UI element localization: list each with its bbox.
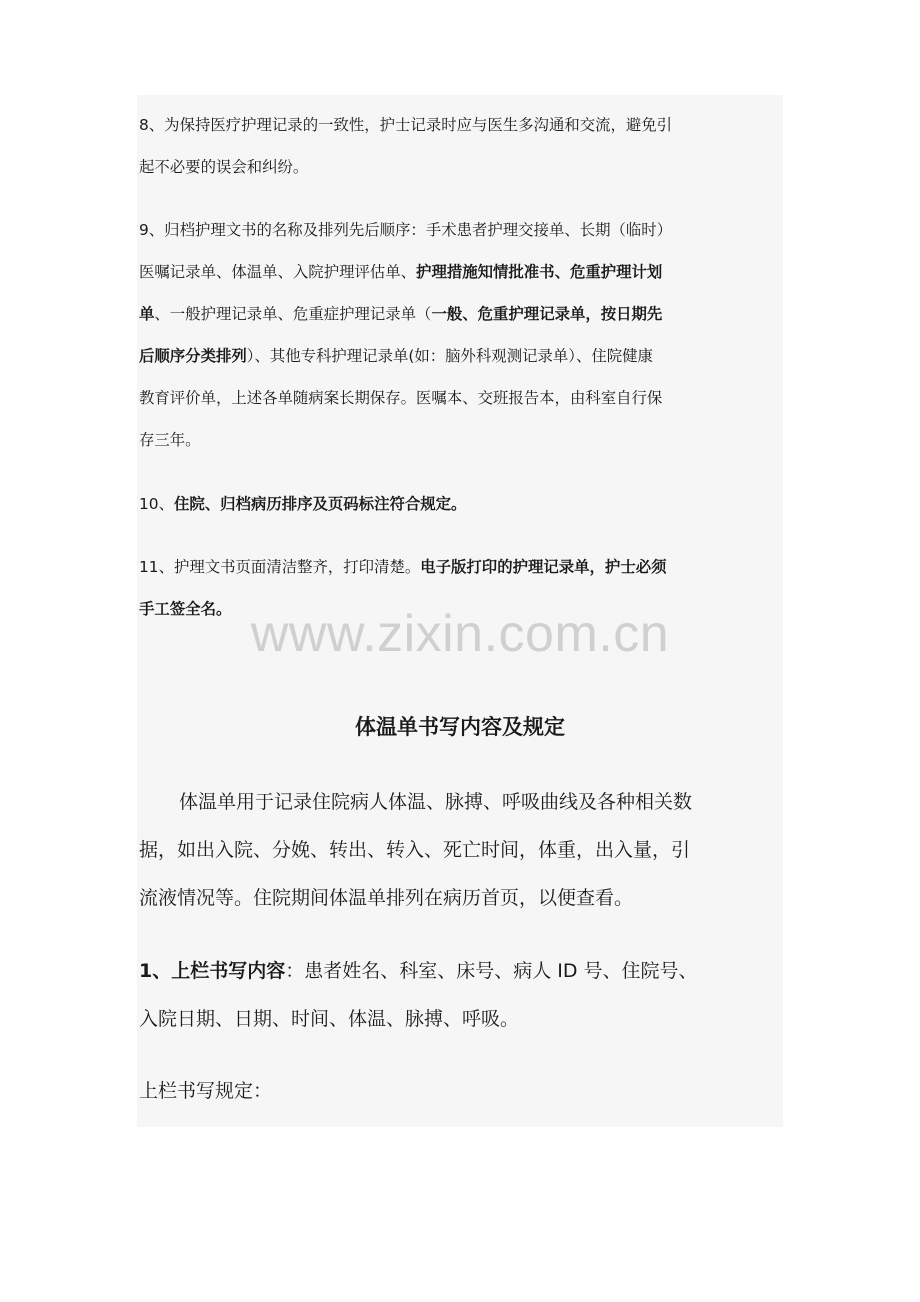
intro-line-1 <box>139 778 785 826</box>
item-8-line-2 <box>139 146 785 188</box>
item-8-line-1 <box>139 104 785 146</box>
item-9-bold-text: 护理措施知情批准书、危重护理计划 <box>416 263 663 281</box>
item-9-line-5 <box>139 377 785 419</box>
point-1-text: 入院日期、日期、时间、体温、脉搏、呼吸。 <box>139 1008 520 1030</box>
point-1-label: 1、上栏书写内容 <box>139 960 286 982</box>
watermark: www.zixin.com.cn <box>250 605 670 663</box>
item-11-bold-text: 手工签全名。 <box>139 600 232 618</box>
item-9-text: 、一般护理记录单、危重症护理记录单（ <box>154 305 432 323</box>
intro-text: 流液情况等。住院期间体温单排列在病历首页，以便查看。 <box>139 887 634 909</box>
intro-line-2 <box>139 826 785 874</box>
item-9-bold-text: 后顺序分类排列 <box>139 347 247 365</box>
point-1-text: ：患者姓名、科室、床号、病人 ID 号、住院号、 <box>285 960 698 982</box>
item-9-line-6 <box>139 419 785 461</box>
item-8-text: 8、为保持医疗护理记录的一致性，护士记录时应与医生多沟通和交流，避免引 <box>139 116 673 134</box>
item-9-line-1 <box>139 209 785 251</box>
item-9-text: 9、归档护理文书的名称及排列先后顺序：手术患者护理交接单、长期（临时） <box>139 221 673 239</box>
item-11-line-1 <box>139 546 785 588</box>
item-10-line-1 <box>139 483 785 525</box>
item-9-bold-text: 一般、危重护理记录单，按日期先 <box>431 305 663 323</box>
item-9-text: 存三年。 <box>139 431 201 449</box>
item-10-number: 10、 <box>139 495 174 513</box>
item-10-bold-text: 住院、归档病历排序及页码标注符合规定。 <box>173 495 467 513</box>
intro-line-3 <box>139 874 785 922</box>
point-1-line-2 <box>139 995 785 1043</box>
item-9-text: 医嘱记录单、体温单、入院护理评估单、 <box>139 263 417 281</box>
upper-column-rules-text: 上栏书写规定： <box>139 1080 273 1102</box>
item-11-bold-text: 电子版打印的护理记录单，护士必须 <box>420 558 667 576</box>
item-9-line-3 <box>139 293 785 335</box>
intro-text: 体温单用于记录住院病人体温、脉搏、呼吸曲线及各种相关数 <box>179 791 693 813</box>
item-9-bold-text: 单 <box>139 305 155 323</box>
item-9-line-2 <box>139 251 785 293</box>
item-9-line-4 <box>139 335 785 377</box>
item-8-text: 起不必要的误会和纠纷。 <box>139 158 309 176</box>
item-9-text: 教育评价单，上述各单随病案长期保存。医嘱本、交班报告本，由科室自行保 <box>139 389 663 407</box>
item-9-text: ）、其他专科护理记录单(如：脑外科观测记录单）、住院健康 <box>246 347 653 365</box>
point-1-line-1 <box>139 947 785 995</box>
upper-column-rules-heading <box>139 1067 785 1115</box>
section-title: 体温单书写内容及规定 <box>355 715 565 739</box>
intro-text: 据，如出入院、分娩、转出、转入、死亡时间，体重，出入量，引 <box>139 839 691 861</box>
item-11-text: 11、护理文书页面清洁整齐，打印清楚。 <box>139 558 421 576</box>
